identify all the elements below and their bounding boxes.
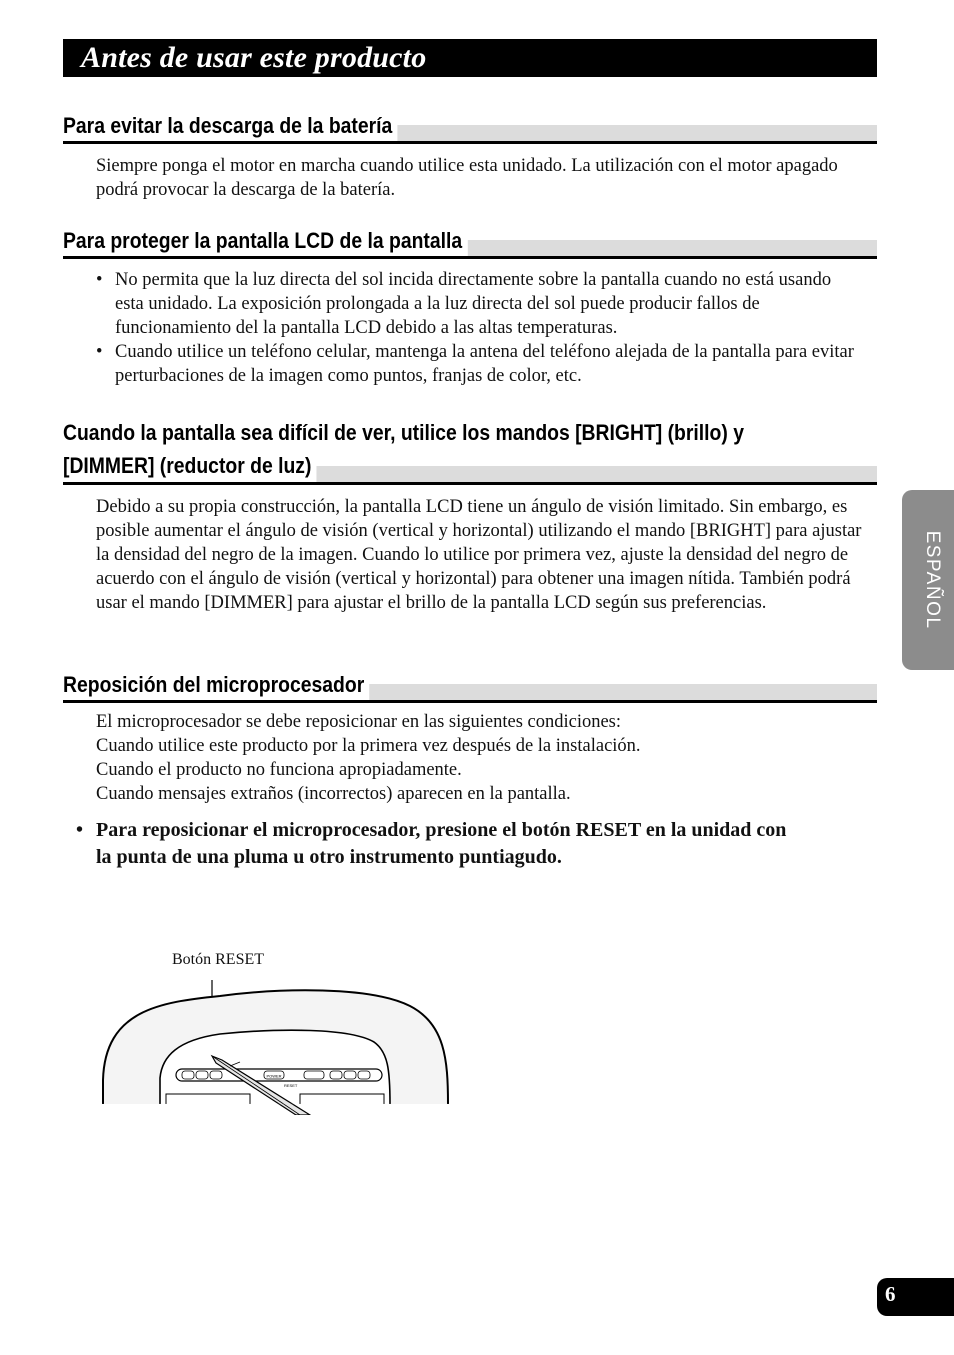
page-number: 6 — [885, 1282, 896, 1306]
list-item — [96, 268, 856, 340]
button — [358, 1071, 370, 1079]
paragraph-line: Cuando mensajes extraños (incorrectos) aparecen en la pantalla. — [96, 784, 571, 804]
reset-conditions — [96, 710, 866, 806]
list-item — [96, 340, 856, 388]
section-heading-battery — [63, 111, 877, 144]
page-number-tab — [877, 1278, 954, 1316]
figure-label-reset-button: Botón RESET — [172, 951, 265, 968]
paragraph-text: Debido a su propia construcción, la pantalla LCD tiene un ángulo de visión limitado. Sin embargo, es posible aumentar el ángulo de visión (vertical y horizontal) utilizando el mando [BRIGHT] para ajustar la densidad del negro de la imagen. Cuando lo utilice por primera vez, ajuste la densidad del negro de acuerdo con el ángulo de visión (vertical y horizontal) para obtener una imagen nítida. También podrá usar el mando [DIMMER] para ajustar el brillo de la pantalla LCD según sus preferencias. — [96, 497, 862, 613]
bright-dimmer-paragraph — [96, 495, 866, 615]
button — [210, 1071, 222, 1079]
button — [344, 1071, 356, 1079]
section-heading-line2: [DIMMER] (reductor de luz) — [63, 449, 317, 482]
reset-instruction — [74, 817, 794, 871]
reset-button-illustration — [100, 970, 452, 1115]
bullet-icon: • — [96, 270, 103, 290]
language-tab-label: ESPAÑOL — [922, 530, 943, 630]
language-side-tab — [902, 490, 954, 670]
section-heading-text: Para proteger la pantalla LCD de la pantalla — [63, 226, 467, 256]
button — [196, 1071, 208, 1079]
button — [330, 1071, 342, 1079]
section-heading-lcd — [63, 226, 877, 259]
bullet-icon: • — [96, 342, 103, 362]
reset-instruction-text: Para reposicionar el microprocesador, presione el botón RESET en la unidad con la punta de una pluma u otro instrumento puntiagudo. — [96, 819, 787, 868]
paragraph-line: Cuando el producto no funciona apropiadamente. — [96, 760, 462, 780]
lcd-bullet-list — [96, 268, 856, 388]
section-heading-line1: Cuando la pantalla sea difícil de ver, utilice los mandos [BRIGHT] (brillo) y — [63, 420, 744, 445]
button — [182, 1071, 194, 1079]
section-heading-reset — [63, 670, 877, 703]
list-item-text: No permita que la luz directa del sol incida directamente sobre la pantalla cuando no está usando esta unidado. La exposición prolongada a la luz directa del sol puede producir fallos de funcionamiento del la pantalla LCD debido a las altas temperaturas. — [115, 270, 832, 338]
reset-label: RESET — [284, 1083, 298, 1088]
button — [304, 1071, 324, 1079]
battery-paragraph — [96, 154, 866, 202]
section-heading-text: Para evitar la descarga de la batería — [63, 111, 398, 141]
paragraph-line: Cuando utilice este producto por la primera vez después de la instalación. — [96, 736, 641, 756]
power-button-label: POWER — [266, 1073, 282, 1079]
section-heading-text: Reposición del microprocesador — [63, 670, 370, 700]
bullet-icon: • — [76, 819, 84, 841]
page-title-bar — [63, 39, 877, 77]
list-item-text: Cuando utilice un teléfono celular, mantenga la antena del teléfono alejada de la pantalla para evitar perturbaciones de la imagen como puntos, franjas de color, etc. — [115, 342, 854, 386]
section-heading-bright-dimmer — [63, 416, 877, 485]
paragraph-line: El microprocesador se debe reposicionar en las siguientes condiciones: — [96, 712, 622, 732]
page-title: Antes de usar este producto — [81, 41, 427, 74]
paragraph-text: Siempre ponga el motor en marcha cuando utilice esta unidado. La utilización con el motor apagado podrá provocar la descarga de la batería. — [96, 156, 838, 200]
